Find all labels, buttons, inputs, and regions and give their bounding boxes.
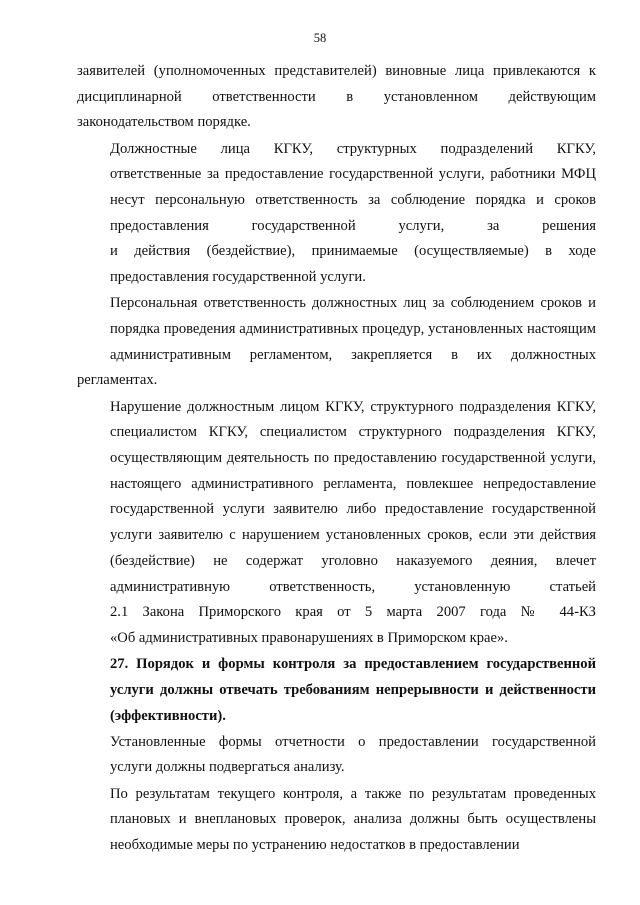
text-line: настоящего административного регламента, повлекшее непредоставление — [110, 475, 596, 492]
page-body — [77, 59, 596, 859]
text-line: дисциплинарной ответственности в установленном действующим — [77, 88, 596, 105]
text-line: порядка проведения административных процедур, установленных настоящим — [110, 321, 596, 338]
paragraph — [77, 395, 596, 652]
text-line: услуги заявителю с нарушением установленных сроков, если эти действия — [110, 527, 596, 544]
page-number: 58 — [313, 31, 327, 45]
text-line: ответственные за предоставление государственной услуги, работники МФЦ — [110, 166, 596, 183]
text-line: заявителей (уполномоченных представителей) виновные лица привлекаются к — [77, 63, 596, 79]
paragraph — [77, 291, 596, 394]
text-line: (бездействие) не содержат уголовно наказуемого деяния, влечет — [110, 552, 596, 569]
text-line: специалистом КГКУ, специалистом структурного подразделения КГКУ, — [110, 424, 596, 441]
paragraph — [77, 782, 596, 859]
text-line: несут персональную ответственность за соблюдение порядка и сроков — [110, 192, 596, 209]
text-line: плановых и внеплановых проверок, анализа должны быть осуществлены — [110, 811, 596, 828]
text-line: Должностные лица КГКУ, структурных подразделений КГКУ, — [110, 140, 596, 157]
paragraph — [77, 137, 596, 291]
text-line: осуществляющим деятельность по предоставлению государственной услуги, — [110, 450, 596, 467]
text-line: предоставления государственной услуги, за решения — [110, 217, 596, 234]
text-line: государственной услуги заявителю либо предоставление государственной — [110, 501, 596, 518]
text-line: 27. Порядок и формы контроля за предоставлением государственной — [110, 656, 596, 673]
text-line: По результатам текущего контроля, а также по результатам проведенных — [110, 785, 596, 802]
text-line: необходимые меры по устранению недостатков в предоставлении — [110, 837, 520, 854]
text-line: и действия (бездействие), принимаемые (осуществляемые) в ходе — [110, 243, 596, 260]
text-line: административным регламентом, закрепляется в их должностных регламентах. — [77, 346, 596, 389]
text-line: 2.1 Закона Приморского края от 5 марта 2007 года № 44-КЗ — [110, 604, 596, 621]
text-line: «Об административных правонарушениях в Приморском крае». — [110, 629, 508, 646]
text-line: Персональная ответственность должностных лиц за соблюдением сроков и — [110, 295, 596, 312]
text-line: услуги должны подвергаться анализу. — [110, 759, 345, 776]
text-line: административную ответственность, установленную статьей — [110, 578, 596, 595]
text-line: предоставления государственной услуги. — [110, 269, 366, 286]
paragraph — [77, 59, 596, 136]
paragraph — [77, 730, 596, 781]
text-line: (эффективности). — [110, 707, 226, 724]
text-line: Нарушение должностным лицом КГКУ, структурного подразделения КГКУ, — [110, 398, 596, 415]
section-heading — [77, 652, 596, 729]
text-line: законодательством порядке. — [77, 114, 251, 131]
text-line: услуги должны отвечать требованиям непрерывности и действенности — [110, 681, 596, 698]
text-line: Установленные формы отчетности о предоставлении государственной — [110, 733, 596, 750]
